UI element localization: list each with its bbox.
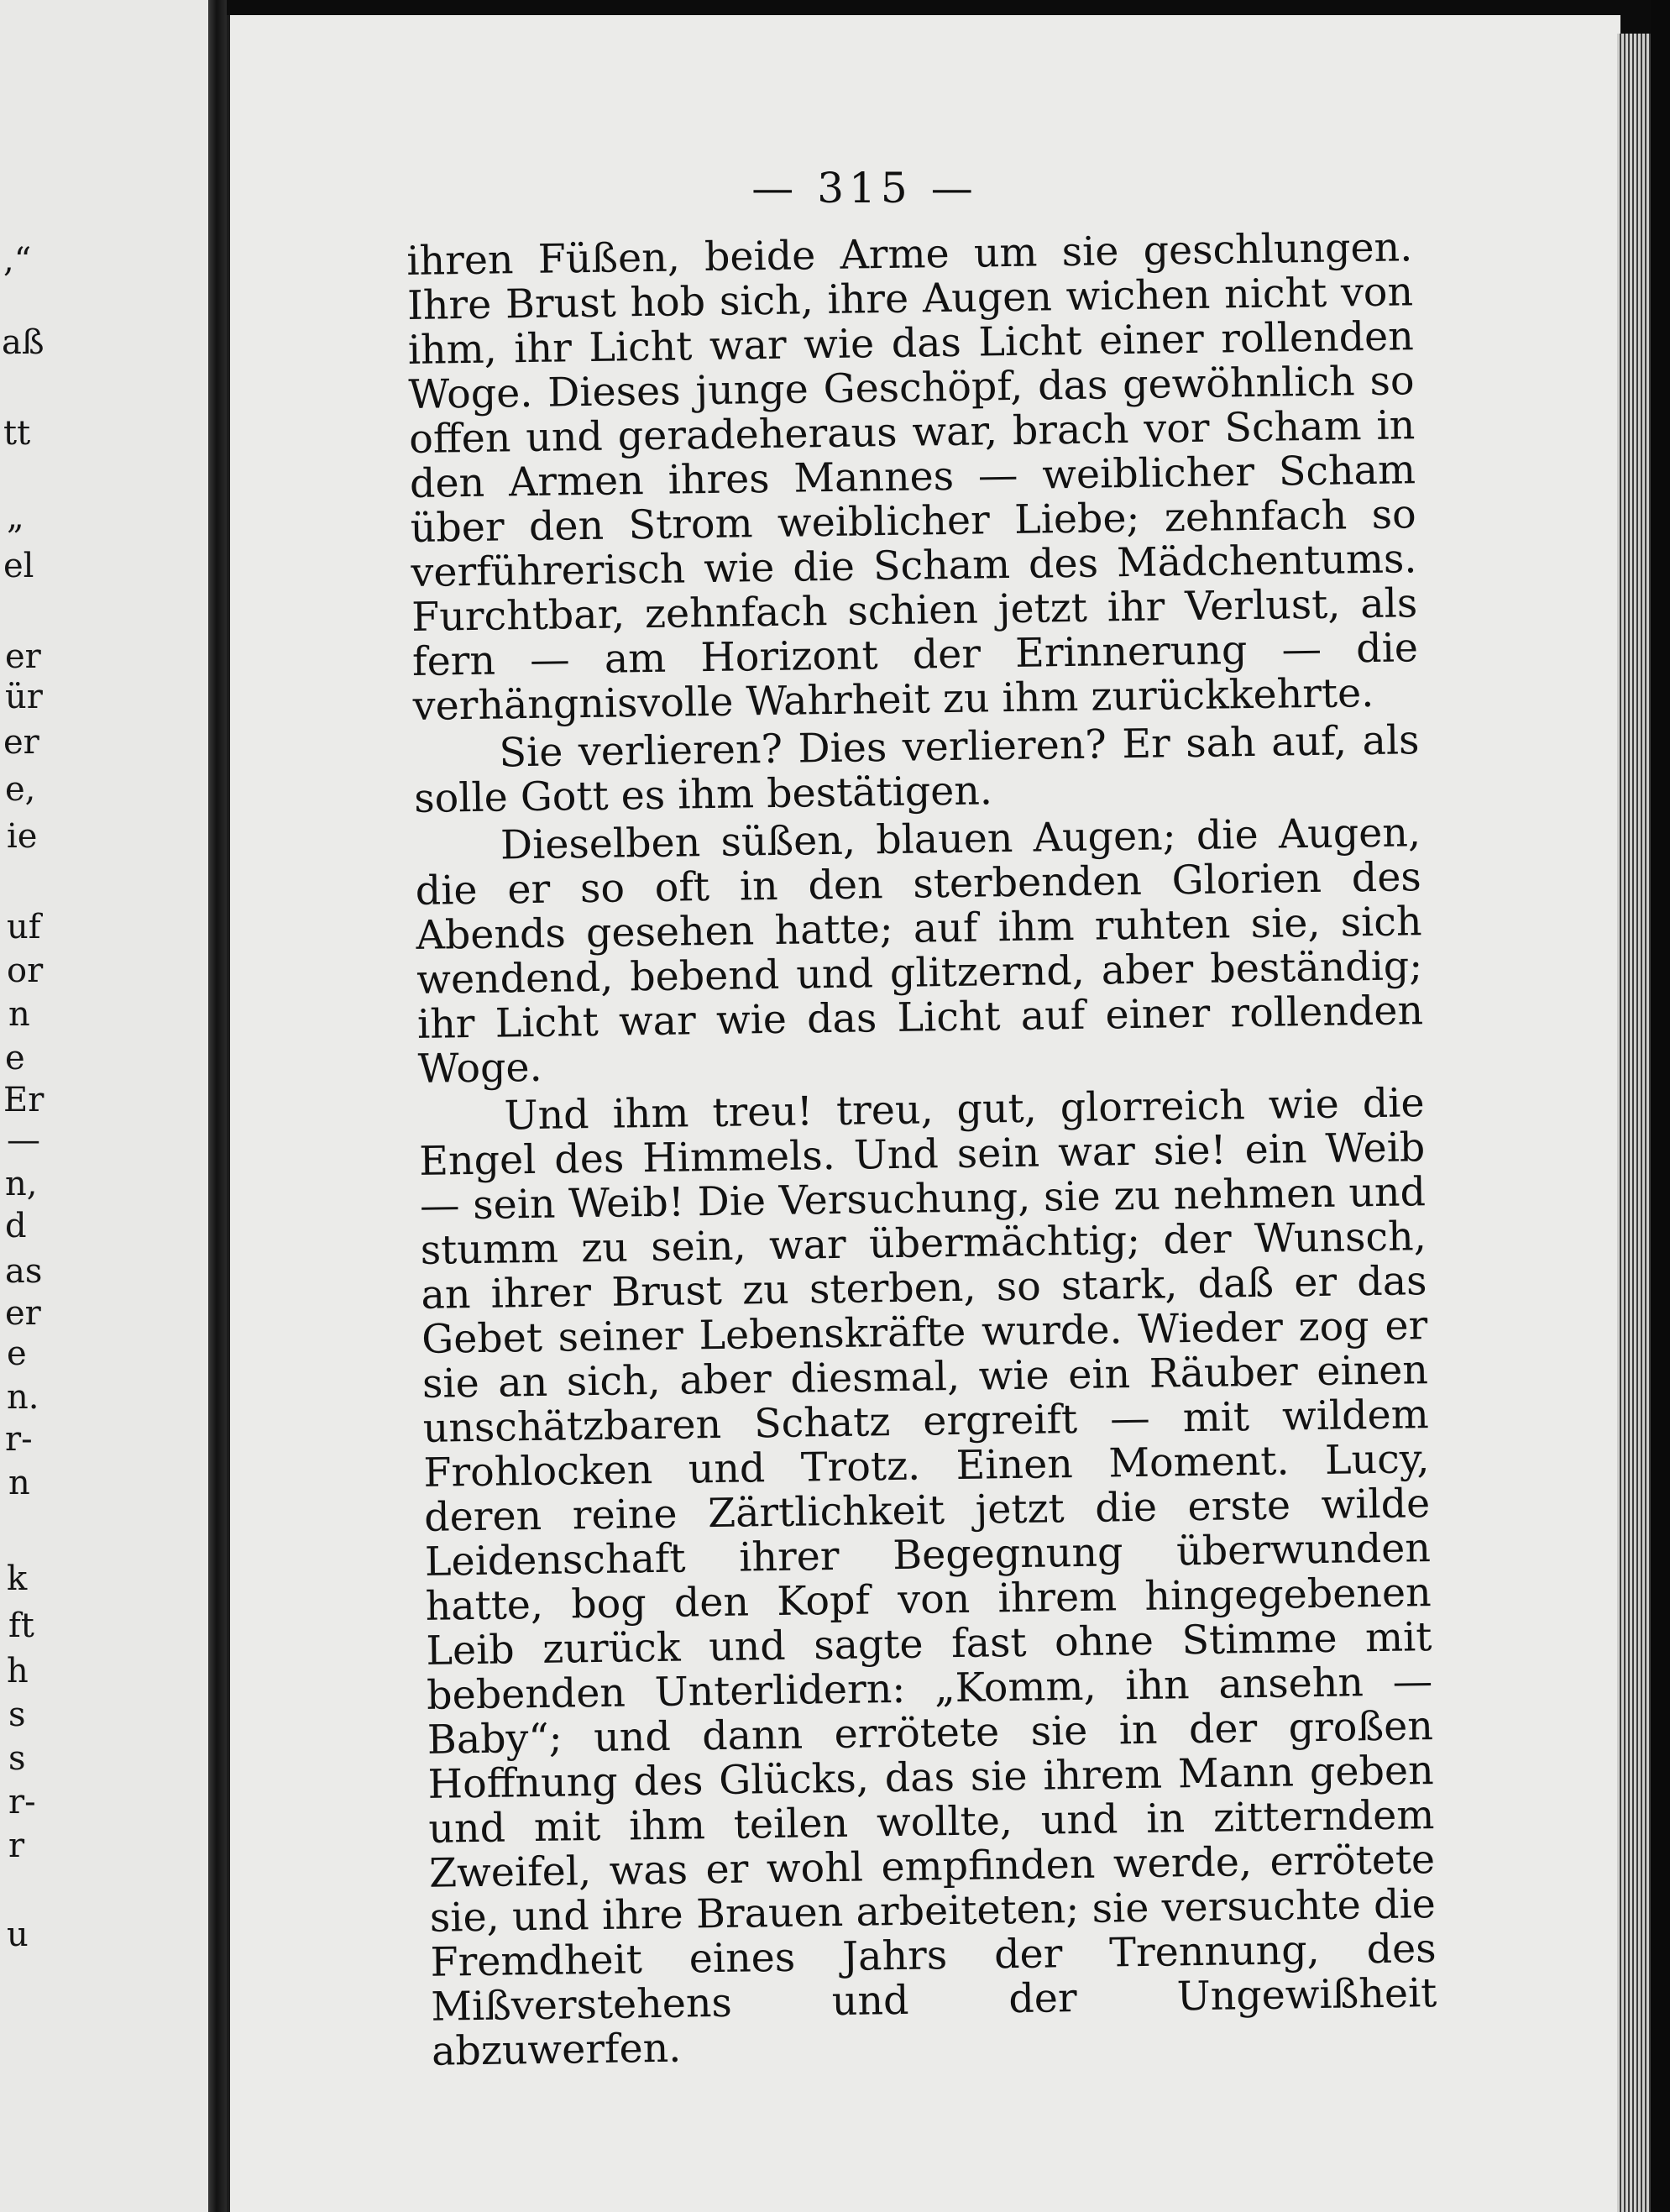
page-edge-stack	[1617, 34, 1651, 2212]
previous-page-edge	[0, 0, 217, 2212]
line-fragment: e	[5, 1039, 25, 1077]
line-fragment: n	[8, 1464, 30, 1502]
line-fragment: u	[7, 1916, 29, 1954]
page-edge-shadow	[1651, 0, 1670, 2212]
line-fragment: s	[8, 1739, 26, 1778]
paragraph: Dieselben süßen, blauen Augen; die Augen, die er so oft in den sterbenden Glorien des Abends gesehen hatte; auf ihm ruhten sie, sich wendend, bebend und glitzernd, aber beständig; ihr Licht war wie das Licht auf einer rollenden Woge.	[415, 810, 1424, 1093]
line-fragment: as	[5, 1252, 43, 1291]
paragraph: ihren Füßen, beide Arme um sie geschlungen. Ihre Brust hob sich, ihre Augen wichen nicht von ihm, ihr Licht war wie das Licht einer rollenden Woge. Dieses junge Geschöpf, das gewöhnlich so offen und geradeheraus war, brach vor Scham in den Armen ihres Mannes — weiblicher Scham über den Strom weiblicher Liebe; zehnfach so verführerisch wie die Scham des Mädchentums. Furchtbar, zehnfach schien jetzt ihr Verlust, als fern — am Horizont der Erinnerung — die verhängnisvolle Wahrheit zu ihm zurückkehrte.	[406, 224, 1419, 730]
line-fragment: s	[8, 1696, 26, 1734]
book-gutter	[208, 0, 227, 2212]
page-body-text	[406, 225, 1437, 2074]
line-fragment: el	[3, 547, 34, 585]
line-fragment: ,“	[3, 241, 32, 280]
line-fragment: h	[7, 1652, 29, 1690]
line-fragment: r-	[8, 1783, 36, 1821]
line-fragment: er	[5, 637, 41, 676]
line-fragment: n	[8, 995, 30, 1034]
page-header	[571, 164, 1159, 212]
line-fragment: ür	[5, 678, 43, 716]
line-fragment: e	[7, 1334, 27, 1373]
paragraph: Und ihm treu! treu, gut, glorreich wie die Engel des Himmels. Und sein war sie! ein Weib — sein Weib! Die Versuchung, sie zu nehmen und stumm zu sein, war übermächtig; der Wunsch, an ihrer Brust zu sterben, so stark, daß er das Gebet seiner Lebenskräfte wurde. Wieder zog er sie an sich, aber diesmal, wie ein Räuber einen unschätzbaren Schatz ergreift — mit wildem Frohlocken und Trotz. Einen Moment. Lucy, deren reine Zärtlichkeit jetzt die erste wilde Leidenschaft ihrer Begegnung überwunden hatte, bog den Kopf von ihrem hingegebenen Leib zurück und sagte fast ohne Stimme mit bebenden Unterlidern: „Komm, ihn ansehn — Baby“; und dann errötete sie in der großen Hoffnung des Glücks, das sie ihrem Mann geben und mit ihm teilen wollte, und in zitterndem Zweifel, was er wohl empfinden werde, errötete sie, und ihre Brauen arbeiteten; sie versuchte die Fremdheit eines Jahrs der Trennung, des Mißverstehens und der Ungewißheit abzuwerfen.	[418, 1080, 1437, 2075]
line-fragment: r-	[5, 1420, 33, 1459]
header-dash-right: —	[930, 164, 978, 212]
page-number: 315	[817, 164, 913, 212]
line-fragment: r	[8, 1827, 25, 1865]
line-fragment: aß	[2, 323, 44, 362]
line-fragment: k	[7, 1559, 28, 1598]
line-fragment: d	[5, 1207, 27, 1245]
line-fragment: n,	[5, 1165, 38, 1203]
line-fragment: —	[7, 1121, 40, 1160]
line-fragment: Er	[3, 1081, 44, 1119]
paragraph: Sie verlieren? Dies verlieren? Er sah auf, als solle Gott es ihm bestätigen.	[413, 717, 1420, 822]
line-fragment: uf	[7, 908, 41, 946]
header-dash-left: —	[751, 164, 799, 212]
line-fragment: tt	[3, 414, 31, 453]
line-fragment: e,	[5, 770, 36, 809]
line-fragment: „	[7, 498, 24, 537]
line-fragment: n.	[7, 1378, 39, 1417]
line-fragment: ft	[8, 1607, 34, 1645]
line-fragment: er	[5, 1294, 41, 1333]
line-fragment: er	[3, 723, 39, 762]
line-fragment: ie	[7, 817, 38, 856]
line-fragment: or	[7, 951, 44, 990]
